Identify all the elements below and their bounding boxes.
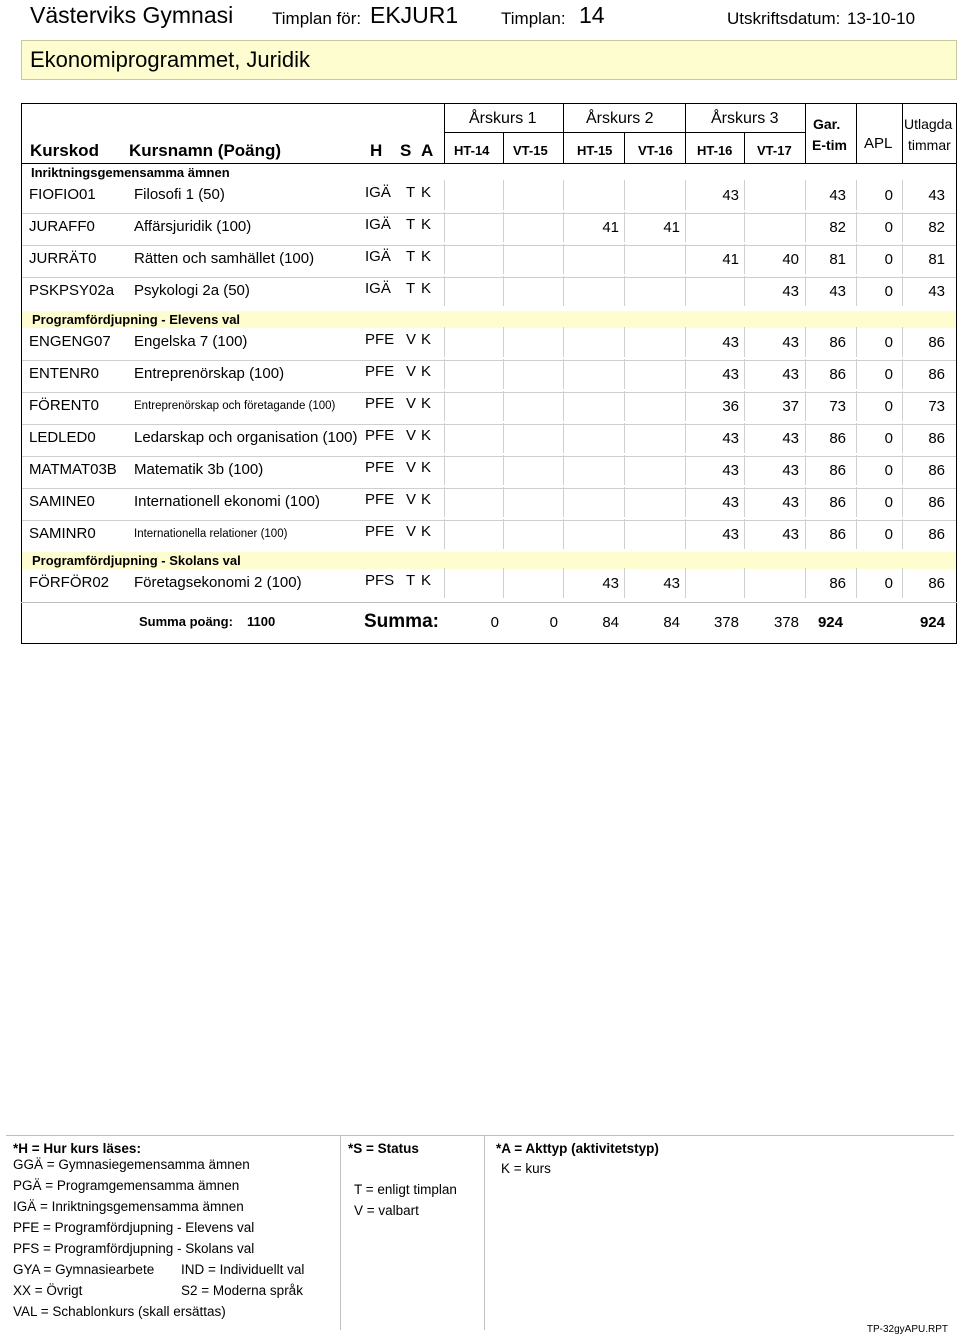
- cell-divider: [744, 487, 745, 517]
- etim-value: 86: [829, 494, 846, 511]
- course-s: V: [406, 331, 417, 348]
- cell-divider: [503, 276, 504, 306]
- cell-divider: [503, 180, 504, 210]
- section-header: Inriktningsgemensamma ämnen: [22, 164, 956, 181]
- cell-divider: [563, 180, 564, 210]
- cell-divider: [744, 244, 745, 274]
- summa-utlagda: 924: [919, 614, 945, 631]
- summary-separator: [21, 602, 957, 603]
- cell-divider: [503, 519, 504, 549]
- timplan-for-value: EKJUR1: [370, 2, 459, 28]
- legend-item: PFE = Programfördjupning - Elevens val: [13, 1220, 255, 1235]
- cell-divider: [563, 455, 564, 485]
- arskurs-2-header: Årskurs 2: [586, 110, 654, 127]
- etim-value: 81: [829, 251, 846, 268]
- term-hours: 43: [782, 462, 799, 479]
- cell-divider: [444, 244, 445, 274]
- h-header: H: [370, 141, 383, 160]
- etim-header: E-tim: [812, 137, 847, 153]
- cell-divider: [444, 568, 445, 598]
- term-hours: 43: [722, 334, 739, 351]
- course-name: Entreprenörskap och företagande (100): [134, 400, 336, 412]
- course-h: IGÄ: [365, 248, 391, 265]
- etim-value: 86: [829, 575, 846, 592]
- summa-poang-label: Summa poäng:: [139, 614, 233, 629]
- cell-divider: [624, 519, 625, 549]
- course-h: PFE: [365, 395, 395, 412]
- cell-divider: [744, 359, 745, 389]
- legend-item: T = enligt timplan: [354, 1182, 457, 1197]
- a-header: A: [421, 141, 434, 160]
- legend-a-title: *A = Akttyp (aktivitetstyp): [496, 1141, 659, 1156]
- course-a: K: [421, 363, 432, 380]
- legend-s-title: *S = Status: [348, 1141, 419, 1156]
- cell-divider: [624, 455, 625, 485]
- course-a: K: [421, 248, 432, 265]
- row-divider: [22, 424, 956, 425]
- course-h: IGÄ: [365, 216, 391, 233]
- col-divider: [444, 103, 445, 163]
- term-hours: 43: [722, 430, 739, 447]
- course-code: JURRÄT0: [29, 250, 97, 267]
- utlagda-value: 86: [928, 494, 945, 511]
- term-hours: 43: [602, 575, 619, 592]
- cell-divider: [685, 423, 686, 453]
- cell-divider: [444, 423, 445, 453]
- course-a: K: [421, 572, 432, 589]
- cell-divider: [685, 212, 686, 242]
- cell-divider: [444, 359, 445, 389]
- print-date-value: 13-10-10: [847, 9, 916, 28]
- cell-divider: [624, 327, 625, 357]
- term-hours: 41: [663, 219, 680, 236]
- kursnamn-header: Kursnamn (Poäng): [129, 141, 282, 160]
- gar-header: Gar.: [813, 116, 841, 132]
- cell-divider: [685, 276, 686, 306]
- cell-divider: [624, 244, 625, 274]
- course-code: LEDLED0: [29, 429, 96, 446]
- course-h: PFE: [365, 523, 395, 540]
- cell-divider: [744, 568, 745, 598]
- cell-divider: [444, 276, 445, 306]
- course-name: Engelska 7 (100): [134, 333, 248, 350]
- cell-divider: [503, 391, 504, 421]
- course-s: V: [406, 459, 417, 476]
- cell-divider: [856, 391, 857, 421]
- course-code: SAMINE0: [29, 493, 95, 510]
- apl-header: APL: [864, 135, 893, 152]
- apl-value: 0: [884, 334, 893, 351]
- course-code: SAMINR0: [29, 525, 96, 542]
- etim-value: 43: [829, 187, 846, 204]
- cell-divider: [624, 212, 625, 242]
- legend-item: GYA = Gymnasiearbete: [13, 1262, 155, 1277]
- term-hours: 41: [722, 251, 739, 268]
- summa-term: 378: [713, 614, 739, 631]
- timplan-for-label: Timplan för:: [272, 9, 362, 28]
- cell-divider: [856, 519, 857, 549]
- cell-divider: [856, 423, 857, 453]
- cell-divider: [624, 180, 625, 210]
- etim-value: 86: [829, 430, 846, 447]
- program-title-bar: [21, 40, 957, 80]
- course-s: T: [406, 248, 416, 265]
- term-hours: 43: [782, 494, 799, 511]
- row-divider: [22, 277, 956, 278]
- summa-term: 84: [663, 614, 680, 631]
- cell-divider: [503, 568, 504, 598]
- col-divider: [856, 103, 857, 163]
- legend-item: S2 = Moderna språk: [181, 1283, 303, 1298]
- course-a: K: [421, 184, 432, 201]
- utlagda-value: 82: [928, 219, 945, 236]
- cell-divider: [563, 276, 564, 306]
- col-divider: [563, 103, 564, 163]
- course-code: FIOFIO01: [29, 186, 96, 203]
- course-s: T: [406, 216, 416, 233]
- utlagda-value: 43: [928, 187, 945, 204]
- term-hours: 43: [722, 526, 739, 543]
- section-header: Programfördjupning - Skolans val: [22, 552, 956, 569]
- course-a: K: [421, 331, 432, 348]
- apl-value: 0: [884, 494, 893, 511]
- term-hours: 36: [722, 398, 739, 415]
- row-divider: [22, 488, 956, 489]
- cell-divider: [744, 276, 745, 306]
- term-header: VT-15: [513, 143, 548, 158]
- etim-value: 86: [829, 526, 846, 543]
- etim-value: 86: [829, 366, 846, 383]
- utlagda-value: 43: [928, 283, 945, 300]
- summa-label: Summa:: [364, 611, 439, 632]
- col-divider: [744, 133, 745, 163]
- row-divider: [22, 392, 956, 393]
- cell-divider: [444, 455, 445, 485]
- cell-divider: [503, 455, 504, 485]
- legend-item: PFS = Programfördjupning - Skolans val: [13, 1241, 255, 1256]
- cell-divider: [503, 244, 504, 274]
- apl-value: 0: [884, 187, 893, 204]
- cell-divider: [744, 327, 745, 357]
- cell-divider: [503, 487, 504, 517]
- summa-etim: 924: [817, 614, 843, 631]
- cell-divider: [685, 327, 686, 357]
- cell-divider: [624, 487, 625, 517]
- course-h: PFE: [365, 459, 395, 476]
- course-s: V: [406, 523, 417, 540]
- cell-divider: [563, 327, 564, 357]
- cell-divider: [685, 359, 686, 389]
- legend-divider: [340, 1135, 341, 1330]
- legend-item: K = kurs: [501, 1161, 551, 1176]
- row-divider: [22, 213, 956, 214]
- term-hours: 43: [782, 334, 799, 351]
- cell-divider: [624, 391, 625, 421]
- cell-divider: [503, 327, 504, 357]
- etim-value: 73: [829, 398, 846, 415]
- cell-divider: [685, 487, 686, 517]
- legend-item: IGÄ = Inriktningsgemensamma ämnen: [13, 1199, 244, 1214]
- course-s: V: [406, 395, 417, 412]
- col-divider: [624, 133, 625, 163]
- s-header: S: [400, 141, 412, 160]
- cell-divider: [563, 568, 564, 598]
- row-divider: [22, 456, 956, 457]
- course-s: V: [406, 427, 417, 444]
- legend-item: VAL = Schablonkurs (skall ersättas): [13, 1304, 226, 1319]
- cell-divider: [624, 276, 625, 306]
- school-name: Västerviks Gymnasi: [30, 2, 234, 28]
- utlagda-value: 86: [928, 366, 945, 383]
- legend-item: V = valbart: [354, 1203, 419, 1218]
- course-a: K: [421, 427, 432, 444]
- course-h: PFE: [365, 331, 395, 348]
- cell-divider: [744, 519, 745, 549]
- term-header: HT-14: [454, 143, 490, 158]
- course-code: MATMAT03B: [29, 461, 117, 478]
- report-code: TP-32gyAPU.RPT: [866, 1324, 948, 1335]
- etim-value: 86: [829, 334, 846, 351]
- apl-value: 0: [884, 430, 893, 447]
- course-code: FÖRFÖR02: [29, 574, 110, 591]
- cell-divider: [685, 519, 686, 549]
- col-divider: [685, 103, 686, 163]
- course-name: Ledarskap och organisation (100): [134, 429, 358, 446]
- cell-divider: [563, 391, 564, 421]
- course-h: PFE: [365, 427, 395, 444]
- summa-term: 0: [549, 614, 558, 631]
- cell-divider: [856, 568, 857, 598]
- apl-value: 0: [884, 219, 893, 236]
- etim-value: 43: [829, 283, 846, 300]
- cell-divider: [856, 327, 857, 357]
- course-code: ENTENR0: [29, 365, 100, 382]
- cell-divider: [563, 487, 564, 517]
- cell-divider: [856, 359, 857, 389]
- arskurs-1-header: Årskurs 1: [469, 110, 537, 127]
- kurskod-header: Kurskod: [30, 141, 99, 160]
- course-s: T: [406, 280, 416, 297]
- course-name: Filosofi 1 (50): [134, 186, 225, 203]
- cell-divider: [856, 276, 857, 306]
- summa-term: 0: [490, 614, 499, 631]
- course-name: Psykologi 2a (50): [134, 282, 250, 299]
- term-header: VT-16: [638, 143, 673, 158]
- legend-item: GGÄ = Gymnasiegemensamma ämnen: [13, 1157, 250, 1172]
- course-a: K: [421, 459, 432, 476]
- utlagda-header: Utlagda: [904, 116, 953, 132]
- course-h: IGÄ: [365, 280, 391, 297]
- course-s: T: [406, 184, 416, 201]
- timmar-header: timmar: [908, 137, 951, 153]
- apl-value: 0: [884, 462, 893, 479]
- course-name: Företagsekonomi 2 (100): [134, 574, 302, 591]
- course-h: IGÄ: [365, 184, 391, 201]
- print-date-label: Utskriftsdatum:: [727, 9, 841, 28]
- term-hours: 43: [663, 575, 680, 592]
- cell-divider: [744, 423, 745, 453]
- course-name: Matematik 3b (100): [134, 461, 264, 478]
- apl-value: 0: [884, 526, 893, 543]
- cell-divider: [744, 455, 745, 485]
- course-name: Internationell ekonomi (100): [134, 493, 320, 510]
- term-header: HT-15: [577, 143, 613, 158]
- term-hours: 43: [782, 430, 799, 447]
- course-s: T: [406, 572, 416, 589]
- term-hours: 41: [602, 219, 619, 236]
- utlagda-value: 86: [928, 575, 945, 592]
- utlagda-value: 81: [928, 251, 945, 268]
- cell-divider: [744, 212, 745, 242]
- cell-divider: [685, 391, 686, 421]
- cell-divider: [685, 455, 686, 485]
- legend-item: IND = Individuellt val: [181, 1262, 305, 1277]
- course-s: V: [406, 491, 417, 508]
- row-divider: [22, 245, 956, 246]
- cell-divider: [563, 519, 564, 549]
- course-a: K: [421, 280, 432, 297]
- apl-value: 0: [884, 398, 893, 415]
- cell-divider: [856, 487, 857, 517]
- legend-item: PGÄ = Programgemensamma ämnen: [13, 1178, 240, 1193]
- term-hours: 43: [722, 187, 739, 204]
- term-hours: 43: [782, 283, 799, 300]
- cell-divider: [503, 359, 504, 389]
- timplan-label: Timplan:: [501, 9, 566, 28]
- course-code: FÖRENT0: [29, 397, 100, 414]
- summa-poang-value: 1100: [247, 614, 276, 629]
- utlagda-value: 73: [928, 398, 945, 415]
- legend-divider: [484, 1135, 485, 1330]
- cell-divider: [444, 180, 445, 210]
- section-header: Programfördjupning - Elevens val: [22, 311, 956, 328]
- cell-divider: [444, 391, 445, 421]
- cell-divider: [563, 359, 564, 389]
- course-h: PFE: [365, 363, 395, 380]
- course-h: PFE: [365, 491, 395, 508]
- legend-item: XX = Övrigt: [13, 1283, 83, 1298]
- term-header: HT-16: [697, 143, 733, 158]
- cell-divider: [503, 212, 504, 242]
- term-hours: 43: [722, 366, 739, 383]
- etim-value: 86: [829, 462, 846, 479]
- course-a: K: [421, 491, 432, 508]
- cell-divider: [856, 455, 857, 485]
- utlagda-value: 86: [928, 462, 945, 479]
- row-divider: [22, 360, 956, 361]
- cell-divider: [685, 180, 686, 210]
- term-hours: 37: [782, 398, 799, 415]
- cell-divider: [744, 180, 745, 210]
- course-a: K: [421, 395, 432, 412]
- course-s: V: [406, 363, 417, 380]
- cell-divider: [444, 212, 445, 242]
- etim-value: 82: [829, 219, 846, 236]
- term-hours: 43: [782, 526, 799, 543]
- row-divider: [22, 520, 956, 521]
- summa-term: 378: [773, 614, 799, 631]
- course-code: JURAFF0: [29, 218, 95, 235]
- apl-value: 0: [884, 283, 893, 300]
- course-name: Affärsjuridik (100): [134, 218, 252, 235]
- course-a: K: [421, 216, 432, 233]
- legend-h-title: *H = Hur kurs läses:: [13, 1141, 141, 1156]
- course-h: PFS: [365, 572, 395, 589]
- cell-divider: [503, 423, 504, 453]
- term-hours: 43: [722, 462, 739, 479]
- cell-divider: [624, 568, 625, 598]
- course-code: PSKPSY02a: [29, 282, 115, 299]
- term-header: VT-17: [757, 143, 792, 158]
- apl-value: 0: [884, 251, 893, 268]
- term-hours: 43: [722, 494, 739, 511]
- cell-divider: [624, 423, 625, 453]
- arskurs-3-header: Årskurs 3: [711, 110, 779, 127]
- col-divider: [902, 103, 903, 163]
- apl-value: 0: [884, 366, 893, 383]
- col-divider: [805, 103, 806, 163]
- course-name: Internationella relationer (100): [134, 528, 288, 540]
- term-hours: 43: [782, 366, 799, 383]
- summa-term: 84: [602, 614, 619, 631]
- cell-divider: [563, 244, 564, 274]
- utlagda-value: 86: [928, 526, 945, 543]
- course-name: Entreprenörskap (100): [134, 365, 285, 382]
- utlagda-value: 86: [928, 430, 945, 447]
- cell-divider: [563, 423, 564, 453]
- cell-divider: [856, 212, 857, 242]
- course-a: K: [421, 523, 432, 540]
- apl-value: 0: [884, 575, 893, 592]
- cell-divider: [444, 327, 445, 357]
- cell-divider: [444, 487, 445, 517]
- cell-divider: [744, 391, 745, 421]
- cell-divider: [856, 244, 857, 274]
- course-name: Rätten och samhället (100): [134, 250, 315, 267]
- cell-divider: [856, 180, 857, 210]
- cell-divider: [444, 519, 445, 549]
- term-hours: 40: [782, 251, 799, 268]
- cell-divider: [685, 244, 686, 274]
- program-title: Ekonomiprogrammet, Juridik: [30, 47, 310, 72]
- col-divider: [503, 133, 504, 163]
- cell-divider: [685, 568, 686, 598]
- cell-divider: [563, 212, 564, 242]
- course-code: ENGENG07: [29, 333, 111, 350]
- timplan-value: 14: [579, 2, 605, 28]
- cell-divider: [624, 359, 625, 389]
- utlagda-value: 86: [928, 334, 945, 351]
